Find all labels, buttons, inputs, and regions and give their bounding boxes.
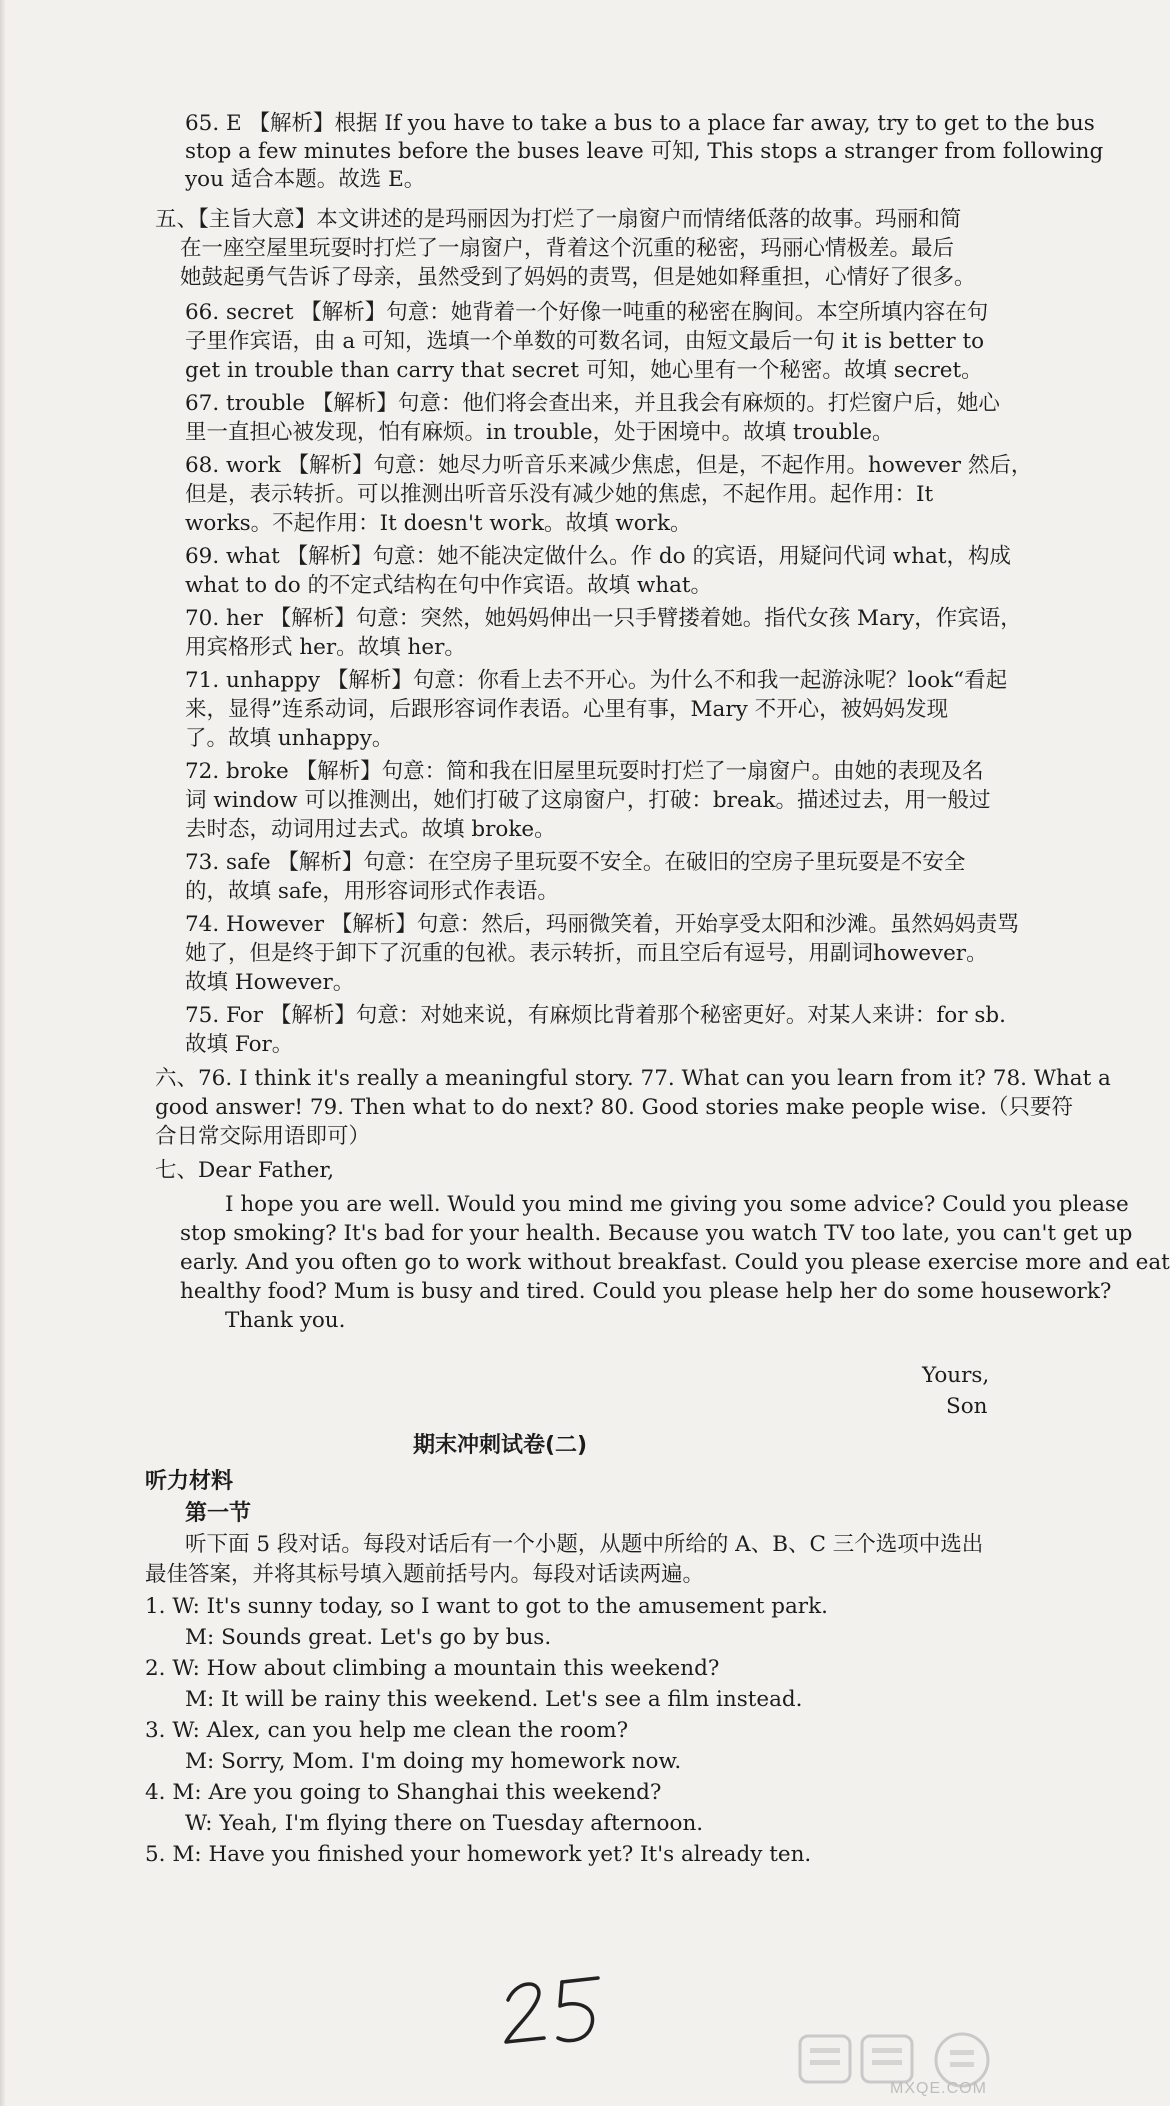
answer-line: 用宾格形式 her。故填 her。 <box>185 635 466 660</box>
answer-line: 去时态，动词用过去式。故填 broke。 <box>185 817 556 842</box>
answer-70: 70. her 【解析】句意：突然，她妈妈伸出一只手臂搂着她。指代女孩 Mary，作宾语， <box>185 606 1022 631</box>
letter-line: I hope you are well. Would you mind me giving you some advice? Could you please <box>225 1192 1129 1217</box>
answer-line: 合日常交际用语即可） <box>155 1124 371 1149</box>
letter-line: healthy food? Mum is busy and tired. Could you please help her do some housework? <box>180 1279 1112 1304</box>
letter-closing: Yours, <box>922 1363 990 1388</box>
dialogue-line: 1. W: It's sunny today, so I want to got to the amusement park. <box>145 1594 828 1619</box>
letter-signature: Son <box>946 1394 988 1419</box>
section-six-answers: 六、76. I think it's really a meaningful story. 77. What can you learn from it? 78. What a <box>155 1066 1111 1091</box>
answer-line: 了。故填 unhappy。 <box>185 726 394 751</box>
answer-66: 66. secret 【解析】句意：她背着一个好像一吨重的秘密在胸间。本空所填内容在句 <box>185 300 989 325</box>
dialogue-line: 2. W: How about climbing a mountain this weekend? <box>145 1656 720 1681</box>
answer-75: 75. For 【解析】句意：对她来说，有麻烦比背着那个秘密更好。对某人来讲：for sb. <box>185 1003 1006 1028</box>
answer-line: works。不起作用：It doesn't work。故填 work。 <box>185 511 692 536</box>
listening-title: 听力材料 <box>145 1469 234 1494</box>
answer-line: 在一座空屋里玩耍时打烂了一扇窗户，背着这个沉重的秘密，玛丽心情极差。最后 <box>180 236 955 261</box>
answer-line: 故填 However。 <box>185 970 355 995</box>
answer-line: 里一直担心被发现，怕有麻烦。in trouble，处于困境中。故填 trouble。 <box>185 420 894 445</box>
answer-line: stop a few minutes before the buses leave 可知, This stops a stranger from following <box>185 139 1104 164</box>
answer-line: 她鼓起勇气告诉了母亲，虽然受到了妈妈的责骂，但是她如释重担，心情好了很多。 <box>180 265 976 290</box>
letter-thanks: Thank you. <box>225 1308 346 1333</box>
dialogue-line: M: Sorry, Mom. I'm doing my homework now. <box>185 1749 682 1774</box>
answer-67: 67. trouble 【解析】句意：他们将会查出来，并且我会有麻烦的。打烂窗户后，她心 <box>185 391 1000 416</box>
letter-line: stop smoking? It's bad for your health. Because you watch TV too late, you can't get up <box>180 1221 1133 1246</box>
dialogue-line: 4. M: Are you going to Shanghai this weekend? <box>145 1780 662 1805</box>
answer-line: 但是，表示转折。可以推测出听音乐没有减少她的焦虑，不起作用。起作用：It <box>185 482 934 507</box>
letter-line: early. And you often go to work without breakfast. Could you please exercise more and eat <box>180 1250 1170 1275</box>
answer-line: 子里作宾语，由 a 可知，选填一个单数的可数名词，由短文最后一句 it is better to <box>185 329 985 354</box>
answer-line: 故填 For。 <box>185 1032 294 1057</box>
answer-line: 她了，但是终于卸下了沉重的包袱。表示转折，而且空后有逗号，用副词however。 <box>185 941 988 966</box>
section-five-summary: 五、【主旨大意】本文讲述的是玛丽因为打烂了一扇窗户而情绪低落的故事。玛丽和简 <box>155 207 962 232</box>
listening-instructions: 听下面 5 段对话。每段对话后有一个小题，从题中所给的 A、B、C 三个选项中选出 <box>185 1532 984 1557</box>
listening-instructions: 最佳答案，并将其标号填入题前括号内。每段对话读两遍。 <box>145 1562 705 1587</box>
answer-line: 的，故填 safe，用形容词形式作表语。 <box>185 879 559 904</box>
answer-line: what to do 的不定式结构在句中作宾语。故填 what。 <box>185 573 713 598</box>
handwritten-page-number <box>500 1968 620 2058</box>
watermark-url: MXQE.COM <box>890 2080 987 2097</box>
listening-section: 第一节 <box>185 1501 252 1526</box>
section-seven-letter: 七、Dear Father, <box>155 1158 335 1183</box>
answer-69: 69. what 【解析】句意：她不能决定做什么。作 do 的宾语，用疑问代词 what，构成 <box>185 544 1011 569</box>
dialogue-line: M: Sounds great. Let's go by bus. <box>185 1625 552 1650</box>
dialogue-line: M: It will be rainy this weekend. Let's see a film instead. <box>185 1687 803 1712</box>
exam-title: 期末冲刺试卷(二) <box>412 1433 588 1458</box>
answer-line: 词 window 可以推测出，她们打破了这扇窗户，打破：break。描述过去，用一般过 <box>185 788 991 813</box>
dialogue-line: 5. M: Have you finished your homework yet? It's already ten. <box>145 1842 812 1867</box>
dialogue-line: W: Yeah, I'm flying there on Tuesday afternoon. <box>185 1811 704 1836</box>
answer-71: 71. unhappy 【解析】句意：你看上去不开心。为什么不和我一起游泳呢？look“看起 <box>185 668 1008 693</box>
answer-74: 74. However 【解析】句意：然后，玛丽微笑着，开始享受太阳和沙滩。虽然妈妈责骂 <box>185 912 1019 937</box>
answer-line: good answer! 79. Then what to do next? 80. Good stories make people wise.（只要符 <box>155 1095 1073 1120</box>
answer-72: 72. broke 【解析】句意：简和我在旧屋里玩耍时打烂了一扇窗户。由她的表现及名 <box>185 759 984 784</box>
answer-line: 65. E 【解析】根据 If you have to take a bus to a place far away, try to get to the bus <box>185 111 1095 136</box>
answer-73: 73. safe 【解析】句意：在空房子里玩耍不安全。在破旧的空房子里玩耍是不安全 <box>185 850 966 875</box>
answer-68: 68. work 【解析】句意：她尽力听音乐来减少焦虑，但是，不起作用。however 然后， <box>185 453 1033 478</box>
answer-line: you 适合本题。故选 E。 <box>185 167 426 192</box>
answer-line: get in trouble than carry that secret 可知，她心里有一个秘密。故填 secret。 <box>185 358 983 383</box>
dialogue-line: 3. W: Alex, can you help me clean the room? <box>145 1718 629 1743</box>
answer-line: 来，显得”连系动词，后跟形容词作表语。心里有事，Mary 不开心，被妈妈发现 <box>185 697 949 722</box>
scan-shadow <box>0 0 6 2106</box>
